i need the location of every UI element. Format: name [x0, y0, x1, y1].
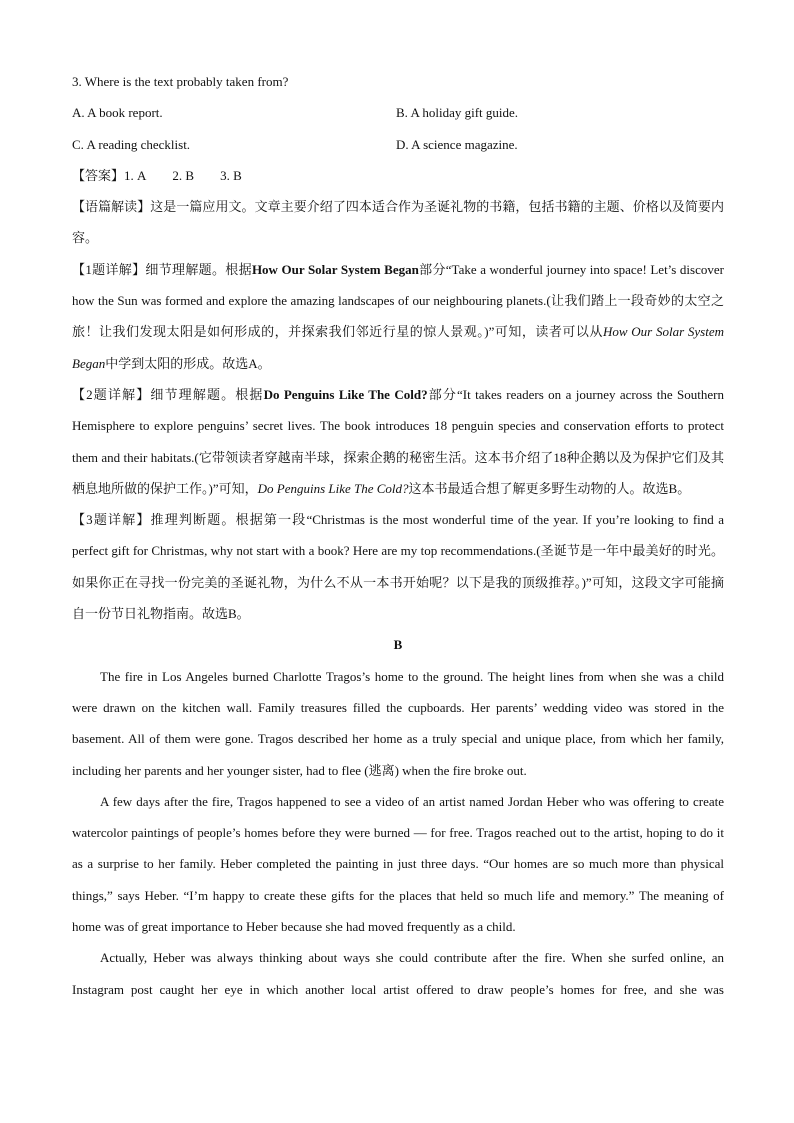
option-a: A. A book report. — [72, 105, 163, 121]
book-title-solar-system-italic: How Our Solar System Began — [72, 324, 724, 371]
reading-label: 【语篇解读】 — [72, 199, 151, 215]
answer-1: 1. A — [124, 167, 147, 183]
answer-2: 2. B — [172, 167, 195, 183]
question-3-options-row-1 — [72, 97, 724, 128]
explanation-1-quote: 部分“Take a wonderful journey into space! Let’s discover how the Sun was formed and explore the amazing landscapes of our neighbouring planets.(让我们踏上一段奇妙的太空之旅！让我们发现太阳是如何形成的，并探索我们邻近行星的惊人景观。)”可知，读者可以从 — [72, 261, 724, 340]
explanation-2-pre: 细节理解题。根据 — [150, 386, 264, 402]
answer-label: 【答案】 — [72, 167, 125, 183]
explanation-2-label: 【2题详解】 — [72, 386, 151, 402]
passage-paragraph: The fire in Los Angeles burned Charlotte Tragos’s home to the ground. The height lines from when she was a child were drawn on the kitchen wall. Family treasures filled the cupboards. Her parents’ wedding video was stored in the basement. All of them were gone. Tragos described her home as a truly special and unique place, from which her family, including her parents and her younger sister, had to flee (逃离) when the fire broke out. — [72, 668, 724, 778]
reading-interpretation — [72, 191, 724, 254]
question-3-options-row-2 — [72, 129, 724, 160]
section-heading: B — [393, 637, 403, 653]
passage-paragraph: Actually, Heber was always thinking about ways she could contribute after the fire. When she surfed online, an Instagram post caught her eye in which another local artist offered to draw people’s homes for free, and she was — [72, 950, 724, 997]
explanation-1-conclusion: 中学到太阳的形成。故选A。 — [105, 355, 271, 371]
passage-paragraph: A few days after the fire, Tragos happened to see a video of an artist named Jordan Heber who was offering to create watercolor paintings of people’s homes before they were burned — for free. Tragos reached out to the artist, hoping to do it as a surprise to her family. Heber completed the painting in just three days. “Our homes are so much more than physical things,” says Heber. “I’m happy to create these gifts for the places that held so much life and memory.” The meaning of home was of great importance to Heber because she had moved frequently as a child. — [72, 793, 724, 935]
document-page — [72, 66, 724, 1005]
explanation-3-text: 推理判断题。根据第一段“Christmas is the most wonderful time of the year. If you’re looking to find a perfect gift for Christmas, why not start with a book? Here are my top recommendations.(圣诞节是一年中最美好的时光。如果你正在寻找一份完美的圣诞礼物，为什么不从一本书开始呢？以下是我的顶级推荐。)”可知，这段文字可能摘自一份节日礼物指南。故选B。 — [72, 512, 724, 622]
book-title-solar-system: How Our Solar System Began — [251, 261, 419, 277]
book-title-penguins-italic: Do Penguins Like The Cold? — [257, 480, 409, 496]
explanation-1-label: 【1题详解】 — [72, 261, 146, 277]
explanation-2 — [72, 379, 724, 504]
explanation-1-pre: 细节理解题。根据 — [145, 261, 252, 277]
answer-3: 3. B — [220, 167, 242, 183]
explanation-3-label: 【3题详解】 — [72, 512, 151, 528]
explanation-3 — [72, 504, 724, 629]
explanation-2-conclusion: 这本书最适合想了解更多野生动物的人。故选B。 — [408, 480, 691, 496]
question-3-stem: 3. Where is the text probably taken from? — [72, 74, 289, 89]
option-c: C. A reading checklist. — [72, 136, 191, 152]
option-b: B. A holiday gift guide. — [396, 105, 519, 121]
option-d: D. A science magazine. — [396, 136, 518, 152]
explanation-2-quote: 部分“It takes readers on a journey across the Southern Hemisphere to explore penguins’ secret lives. The book introduces 18 penguin species and conservation efforts to protect them and their habitats.(它带领读者穿越南半球，探索企鹅的秘密生活。这本书介绍了18种企鹅以及为保护它们及其栖息地所做的保护工作。)”可知， — [72, 386, 724, 496]
reading-text: 这是一篇应用文。文章主要介绍了四本适合作为圣诞礼物的书籍，包括书籍的主题、价格以及简要内容。 — [72, 199, 724, 246]
answer-line — [72, 160, 724, 191]
explanation-1 — [72, 254, 724, 379]
book-title-penguins: Do Penguins Like The Cold? — [263, 386, 428, 402]
